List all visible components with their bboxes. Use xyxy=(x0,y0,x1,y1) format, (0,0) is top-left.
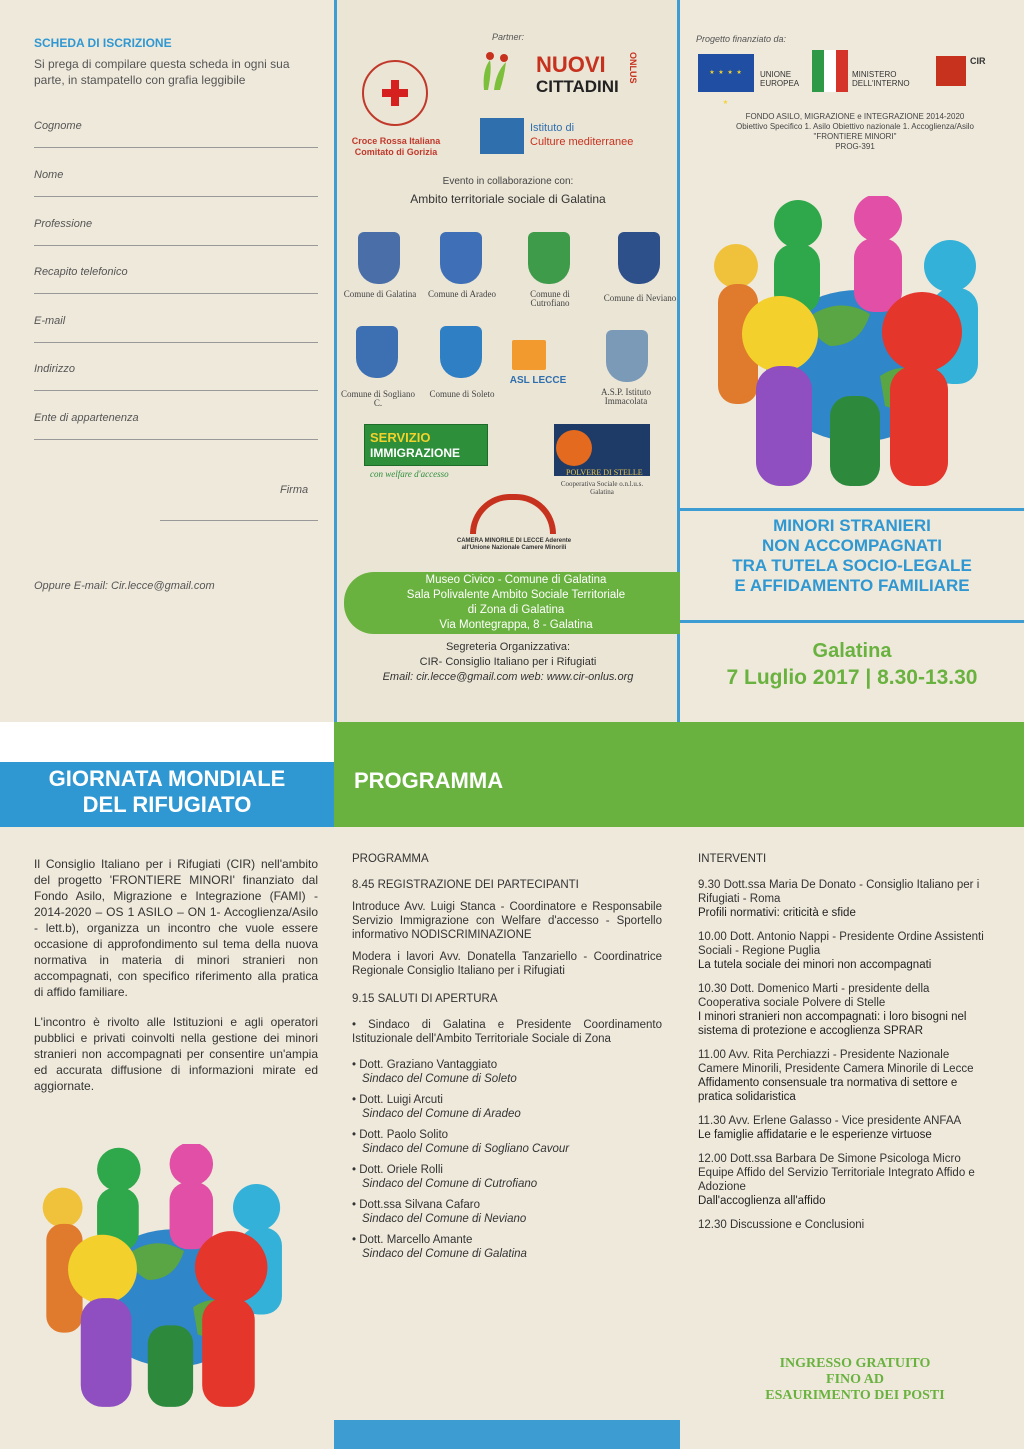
interventi-column xyxy=(698,852,990,1242)
icm-line2: Culture mediterranee xyxy=(530,136,634,148)
ingresso-line: INGRESSO GRATUITO xyxy=(779,1356,931,1371)
title-line: NON ACCOMPAGNATI xyxy=(761,536,943,555)
venue-line: Museo Civico - Comune di Galatina xyxy=(425,574,607,586)
asl-lecce-icon xyxy=(512,340,546,370)
icm-logo-icon xyxy=(480,118,524,154)
intervento xyxy=(698,1152,990,1208)
intervento xyxy=(698,930,990,972)
speaker-name: • Dott. Graziano Vantaggiato xyxy=(352,1059,498,1071)
cutrofiano-coat-icon xyxy=(528,232,570,284)
firma-line[interactable] xyxy=(160,520,318,521)
people-around-globe-illustration-small xyxy=(30,1144,320,1416)
italy-flag-icon xyxy=(812,50,848,92)
title-line: TRA TUTELA SOCIO-LEGALE xyxy=(732,556,972,575)
intervento xyxy=(698,1114,990,1142)
intervento-topic: Le famiglie affidatarie e le esperienze virtuose xyxy=(698,1129,932,1141)
speaker-name: • Dott. Oriele Rolli xyxy=(352,1164,443,1176)
aradeo-coat-icon xyxy=(440,232,482,284)
speaker xyxy=(352,1163,662,1191)
event-date: 7 Luglio 2017 | 8.30-13.30 xyxy=(726,666,978,689)
galatina-coat-icon xyxy=(358,232,400,284)
speaker-role: Sindaco del Comune di Cutrofiano xyxy=(362,1178,538,1190)
venue-line: di Zona di Galatina xyxy=(467,604,565,616)
introduce: Introduce Avv. Luigi Stanca - Coordinatore e Responsabile Servizio Immigrazione con Welfare d'accesso - Sportello informativo NODISCRIMINAZIONE xyxy=(352,901,662,941)
field-email[interactable]: E-mail xyxy=(34,315,318,343)
form-note: Si prega di compilare questa scheda in ogni sua parte, in stampatello con grafia leggibile xyxy=(34,57,290,87)
soleto-coat-icon xyxy=(440,326,482,378)
icm-line1: Istituto di xyxy=(530,122,575,134)
polvere-line1: POLVERE DI STELLE xyxy=(566,468,643,477)
title-rule-bottom xyxy=(680,620,1024,623)
camera-minorile-text: CAMERA MINORILE DI LECCE Aderente all'Unione Nazionale Camere Minorili xyxy=(456,538,572,551)
speaker-role: Sindaco del Comune di Soleto xyxy=(362,1073,517,1085)
comune-cutrofiano: Comune di Cutrofiano xyxy=(530,289,570,308)
firma-label: Firma xyxy=(280,484,309,496)
partner-label: Partner: xyxy=(492,32,525,42)
nc-line2: CITTADINI xyxy=(536,77,619,96)
intervento-speaker: 12.30 Discussione e Conclusioni xyxy=(698,1219,865,1231)
giornata-line1: GIORNATA MONDIALE xyxy=(48,766,286,791)
field-cognome[interactable]: Cognome xyxy=(34,120,318,148)
intervento-speaker: 11.00 Avv. Rita Perchiazzi - Presidente Nazionale Camere Minorili, Presidente Camera Minorile di Lecce xyxy=(698,1049,974,1075)
fondo-line: "FRONTIERE MINORI" xyxy=(813,132,897,141)
intervento-topic: Profili normativi: criticità e sfide xyxy=(698,907,856,919)
intervento-speaker: 11.30 Avv. Erlene Galasso - Vice presidente ANFAA xyxy=(698,1115,962,1127)
programma-head: PROGRAMMA xyxy=(352,853,429,865)
ingresso-gratuito xyxy=(720,1356,990,1404)
asp-immacolata-icon xyxy=(606,330,648,382)
comune-soleto: Comune di Soleto xyxy=(429,389,495,399)
intervento xyxy=(698,982,990,1038)
ambito-label: Ambito territoriale sociale di Galatina xyxy=(410,192,606,206)
intervento-speaker: 9.30 Dott.ssa Maria De Donato - Consiglio Italiano per i Rifugiati - Roma xyxy=(698,879,980,905)
nuovi-cittadini-icon xyxy=(480,50,510,94)
giornata-line2: DEL RIFUGIATO xyxy=(82,792,252,817)
intervento-topic: I minori stranieri non accompagnati: i loro bisogni nel sistema di protezione e accoglienza SPRAR xyxy=(698,1011,967,1037)
eu-label: UNIONE EUROPEA xyxy=(760,70,800,88)
nc-line1: NUOVI xyxy=(536,52,606,77)
neviano-coat-icon xyxy=(618,232,660,284)
venue-line: Sala Polivalente Ambito Sociale Territoriale xyxy=(406,589,626,601)
speaker xyxy=(352,1093,662,1121)
registrazione: 8.45 REGISTRAZIONE DEI PARTECIPANTI xyxy=(352,879,579,891)
programma-title: PROGRAMMA xyxy=(354,768,504,793)
intervento xyxy=(698,1048,990,1104)
speaker-name: • Dott. Paolo Solito xyxy=(352,1129,449,1141)
comune-neviano: Comune di Neviano xyxy=(603,293,677,303)
speaker-role: Sindaco del Comune di Sogliano Cavour xyxy=(362,1143,570,1155)
speaker-name: • Dott. Luigi Arcuti xyxy=(352,1094,443,1106)
asl-lecce: ASL LECCE xyxy=(509,375,567,386)
nc-onlus: ONLUS xyxy=(628,52,638,84)
bottom-strip xyxy=(334,1420,680,1449)
nuovi-cittadini-logo xyxy=(536,54,619,98)
field-telefono[interactable]: Recapito telefonico xyxy=(34,266,318,294)
comune-galatina: Comune di Galatina xyxy=(343,289,417,299)
servizio-line1: SERVIZIO xyxy=(370,430,431,445)
comune-aradeo: Comune di Aradeo xyxy=(428,289,496,299)
field-nome[interactable]: Nome xyxy=(34,169,318,197)
speaker-name: • Dott.ssa Silvana Cafaro xyxy=(352,1199,481,1211)
intervento-speaker: 10.30 Dott. Domenico Marti - presidente della Cooperativa sociale Polvere di Stelle xyxy=(698,983,930,1009)
giornata-title xyxy=(0,766,334,818)
saluti: 9.15 SALUTI DI APERTURA xyxy=(352,993,498,1005)
ingresso-line: ESAURIMENTO DEI POSTI xyxy=(765,1388,945,1403)
event-place: Galatina xyxy=(812,640,892,662)
funding-label: Progetto finanziato da: xyxy=(696,34,787,44)
title-line: E AFFIDAMENTO FAMILIARE xyxy=(734,576,970,595)
speaker-role: Sindaco del Comune di Neviano xyxy=(362,1213,527,1225)
field-ente[interactable]: Ente di appartenenza xyxy=(34,412,318,440)
cir-label: CIR xyxy=(970,56,986,66)
fondo-line: Obiettivo Specifico 1. Asilo Obiettivo nazionale 1. Accoglienza/Asilo xyxy=(736,122,974,131)
speaker-role: Sindaco del Comune di Galatina xyxy=(362,1248,527,1260)
fondo-line: PROG-391 xyxy=(835,142,875,151)
sindaco-galatina: • Sindaco di Galatina e Presidente Coordinamento Istituzionale dell'Ambito Territoriale Sociale di Zona xyxy=(352,1019,662,1045)
intro-paragraph: Il Consiglio Italiano per i Rifugiati (CIR) nell'ambito del progetto 'FRONTIERE MINORI' finanziato dal Fondo Asilo, Migrazione e Integrazione (FAMI) - 2014-2020 – OS 1 ASILO – ON 1- Accoglienza/Asilo - lett.b), organizza un incontro che vuole essere occasione di approfondimento sul tema della nuova normativa in materia di minori stranieri non accompagnati, con specifico riferimento alla pratica di affido familiare. xyxy=(34,857,318,999)
segreteria xyxy=(340,640,676,685)
field-professione[interactable]: Professione xyxy=(34,218,318,246)
servizio-line2: IMMIGRAZIONE xyxy=(370,446,460,460)
intervento-topic: Affidamento consensuale tra normativa di settore e pratica solidaristica xyxy=(698,1077,958,1103)
speaker-name: • Dott. Marcello Amante xyxy=(352,1234,473,1246)
band-white-patch xyxy=(0,722,334,762)
intervento-speaker: 12.00 Dott.ssa Barbara De Simone Psicologa Micro Equipe Affido del Servizio Territoriale Integrato Affido e Adozione xyxy=(698,1153,975,1193)
title-rule-top xyxy=(680,508,1024,511)
moon-icon xyxy=(556,430,592,466)
venue-line: Via Montegrappa, 8 - Galatina xyxy=(439,619,593,631)
ministero-label: MINISTERO DELL'INTERNO xyxy=(852,70,910,88)
segreteria-org: CIR- Consiglio Italiano per i Rifugiati xyxy=(419,656,597,668)
evento-label: Evento in collaborazione con: xyxy=(442,176,574,187)
registration-panel xyxy=(0,0,334,722)
intervento-speaker: 10.00 Dott. Antonio Nappi - Presidente Ordine Assistenti Sociali - Regione Puglia xyxy=(698,931,984,957)
intervento xyxy=(698,878,990,920)
speaker xyxy=(352,1198,662,1226)
people-around-globe-illustration xyxy=(700,196,1020,496)
field-indirizzo[interactable]: Indirizzo xyxy=(34,363,318,391)
intro-paragraph: L'incontro è rivolto alle Istituzioni e agli operatori pubblici e privati coinvolti nella gestione dei minori stranieri non accompagnati per consentire un'ampia ed accurata diffusione di informazioni mirate ed aggiornate. xyxy=(34,1015,318,1093)
speaker-role: Sindaco del Comune di Aradeo xyxy=(362,1108,521,1120)
fondo-info xyxy=(690,112,1020,152)
speaker xyxy=(352,1128,662,1156)
venue-text xyxy=(360,573,672,633)
modera: Modera i lavori Avv. Donatella Tanzariello - Coordinatrice Regionale Consiglio Italiano per i Rifugiati xyxy=(352,951,662,977)
speaker xyxy=(352,1058,662,1086)
email-alt: Oppure E-mail: Cir.lecce@gmail.com xyxy=(34,580,215,592)
asp-immacolata: A.S.P. Istituto Immacolata xyxy=(600,387,651,406)
cir-logo-icon xyxy=(936,56,966,86)
form-title: SCHEDA DI ISCRIZIONE xyxy=(34,36,172,50)
intervento xyxy=(698,1218,990,1232)
interventi-head: INTERVENTI xyxy=(698,853,767,865)
ingresso-line: FINO AD xyxy=(826,1372,884,1387)
polvere-line2: Cooperativa Sociale o.n.l.u.s. Galatina xyxy=(560,480,644,496)
fondo-line: FONDO ASILO, MIGRAZIONE e INTEGRAZIONE 2014-2020 xyxy=(745,112,965,121)
main-title xyxy=(680,516,1024,596)
comune-sogliano: Comune di Sogliano C. xyxy=(341,389,415,408)
servizio-line3: con welfare d'accesso xyxy=(370,469,449,479)
title-line: MINORI STRANIERI xyxy=(773,516,931,535)
sogliano-coat-icon xyxy=(356,326,398,378)
segreteria-label: Segreteria Organizzativa: xyxy=(445,641,571,653)
red-cross-icon xyxy=(382,80,408,106)
speaker xyxy=(352,1233,662,1261)
intro-text xyxy=(34,856,318,1108)
cri-name: Croce Rossa Italiana Comitato di Gorizia xyxy=(351,136,441,157)
eu-stars-icon: ★ ★ ★ ★ ★ xyxy=(709,70,743,106)
intervento-topic: La tutela sociale dei minori non accompagnati xyxy=(698,959,932,971)
programma-column xyxy=(352,852,662,1268)
segreteria-contacts[interactable]: Email: cir.lecce@gmail.com web: www.cir-onlus.org xyxy=(382,671,634,683)
intervento-topic: Dall'accoglienza all'affido xyxy=(698,1195,826,1207)
